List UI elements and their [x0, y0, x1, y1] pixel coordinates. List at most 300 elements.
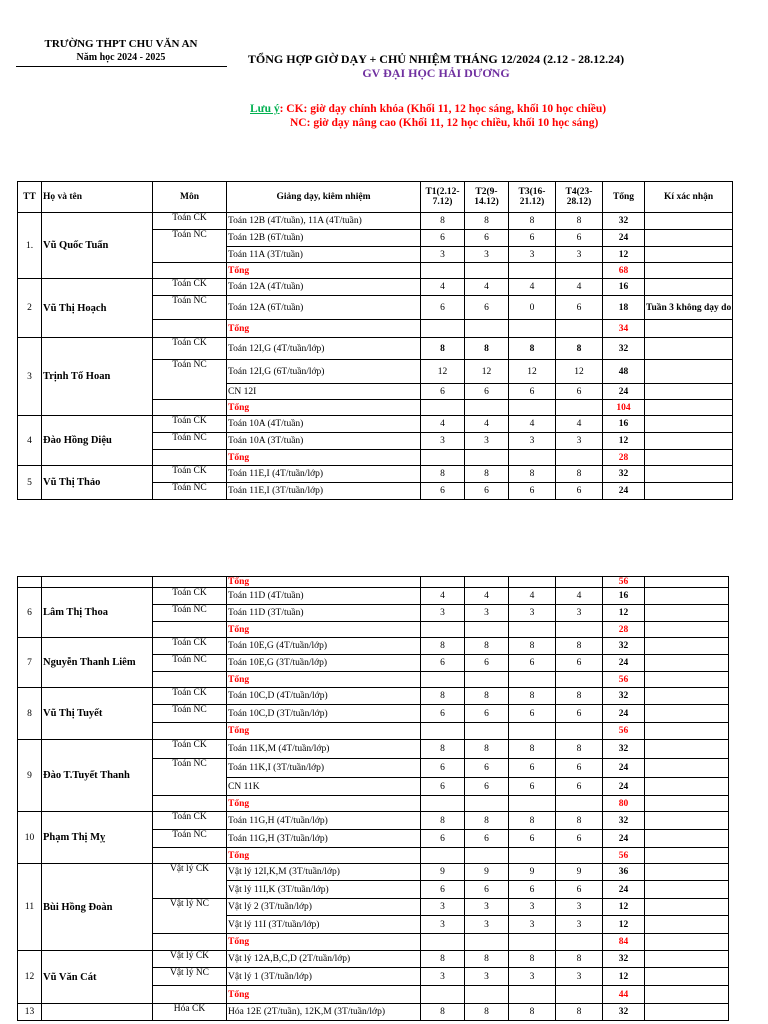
assignment-cell: Hóa 12E (2T/tuần), 12K,M (3T/tuần/lớp) [227, 1004, 421, 1021]
subject-cell: Toán CK [153, 213, 227, 230]
subject-cell-empty [153, 723, 227, 740]
week-value-empty [465, 986, 509, 1004]
row-total: 32 [603, 338, 645, 360]
row-total: 32 [603, 688, 645, 705]
col-header: TT [18, 182, 42, 213]
teacher-total: 84 [603, 934, 645, 951]
week-value: 6 [509, 778, 556, 796]
row-total: 24 [603, 830, 645, 848]
week-value: 4 [556, 588, 603, 605]
row-total: 24 [603, 759, 645, 778]
row-total: 32 [603, 951, 645, 968]
week-value: 6 [421, 296, 465, 320]
week-value: 8 [421, 638, 465, 655]
row-total: 32 [603, 1004, 645, 1021]
week-value: 6 [509, 705, 556, 723]
table-row [18, 864, 729, 881]
row-total: 32 [603, 740, 645, 759]
teacher-name: Bùi Hồng Đoàn [42, 864, 153, 951]
subject-cell: Toán NC [153, 483, 227, 500]
table-row [18, 638, 729, 655]
teacher-total: 56 [603, 577, 645, 588]
week-value-empty [421, 986, 465, 1004]
total-label: Tổng [227, 622, 421, 638]
signature-cell [645, 830, 729, 848]
row-total: 32 [603, 812, 645, 830]
subject-cell: Toán NC [153, 830, 227, 848]
subject-cell: Toán CK [153, 688, 227, 705]
subject-cell-empty [153, 986, 227, 1004]
week-value: 12 [421, 360, 465, 384]
assignment-cell: Vật lý 11I,K (3T/tuần/lớp) [227, 881, 421, 899]
row-index: 13 [18, 1004, 42, 1021]
assignment-cell: Toán 12I,G (6T/tuần/lớp) [227, 360, 421, 384]
week-value: 9 [509, 864, 556, 881]
subject-cell-empty [153, 796, 227, 812]
row-total: 12 [603, 899, 645, 916]
subject-cell-empty [153, 848, 227, 864]
week-value: 3 [556, 605, 603, 622]
week-value: 6 [421, 384, 465, 400]
week-value-empty [556, 796, 603, 812]
week-value: 6 [509, 881, 556, 899]
table-row [18, 688, 729, 705]
subject-cell: Vật lý CK [153, 951, 227, 968]
row-index-cont [18, 577, 42, 588]
week-value: 6 [465, 384, 509, 400]
subject-cell-empty [153, 263, 227, 279]
assignment-cell: Vật lý 11I (3T/tuần/lớp) [227, 916, 421, 934]
signature-cell [645, 723, 729, 740]
signature-cell [645, 740, 729, 759]
week-value-empty [556, 450, 603, 466]
week-value-empty [509, 622, 556, 638]
week-value-empty [465, 934, 509, 951]
week-value: 8 [509, 951, 556, 968]
week-value: 8 [465, 1004, 509, 1021]
assignment-cell: CN 11K [227, 778, 421, 796]
week-value: 4 [421, 416, 465, 433]
assignment-cell: Toán 12I,G (4T/tuần/lớp) [227, 338, 421, 360]
note-line-2: NC: giờ dạy nâng cao (Khối 11, 12 học chiều, khối 10 học sáng) [290, 117, 599, 129]
week-value: 8 [509, 338, 556, 360]
week-value: 8 [421, 466, 465, 483]
week-value-empty [509, 263, 556, 279]
subject-cell-empty [153, 672, 227, 688]
week-value: 3 [465, 605, 509, 622]
week-value: 3 [421, 899, 465, 916]
week-value: 6 [421, 705, 465, 723]
teacher-name: Nguyễn Thanh Liêm [42, 638, 153, 688]
week-value-empty [509, 450, 556, 466]
signature-cell [645, 450, 733, 466]
week-value-empty [465, 796, 509, 812]
assignment-cell: Toán 12A (6T/tuần) [227, 296, 421, 320]
total-label: Tổng [227, 263, 421, 279]
row-index: 8 [18, 688, 42, 740]
assignment-cell: Toán 11A (3T/tuần) [227, 247, 421, 263]
week-value-empty [421, 796, 465, 812]
signature-cell [645, 934, 729, 951]
subject-cell: Toán NC [153, 230, 227, 263]
total-label: Tổng [227, 848, 421, 864]
table-row [18, 740, 729, 759]
week-value-empty [421, 672, 465, 688]
week-value: 6 [509, 483, 556, 500]
table-row [18, 213, 733, 230]
week-value: 4 [465, 416, 509, 433]
week-value: 9 [556, 864, 603, 881]
week-value: 0 [509, 296, 556, 320]
week-value: 6 [465, 759, 509, 778]
row-index: 1. [18, 213, 42, 279]
week-value: 3 [556, 968, 603, 986]
teacher-total: 56 [603, 848, 645, 864]
signature-cell [645, 638, 729, 655]
subject-cell: Toán NC [153, 296, 227, 320]
week-value-empty [421, 934, 465, 951]
col-header: Tổng [603, 182, 645, 213]
week-value: 8 [509, 740, 556, 759]
subject-cell-empty [153, 577, 227, 588]
total-label: Tổng [227, 934, 421, 951]
signature-cell: Tuần 3 không dạy do [645, 296, 733, 320]
assignment-cell: Vật lý 2 (3T/tuần/lớp) [227, 899, 421, 916]
col-header: Môn [153, 182, 227, 213]
week-value: 6 [556, 655, 603, 672]
row-total: 12 [603, 916, 645, 934]
table-header-row [18, 182, 733, 213]
note-label: Lưu ý [250, 103, 280, 115]
assignment-cell: Toán 10E,G (3T/tuần/lớp) [227, 655, 421, 672]
subject-cell: Toán NC [153, 433, 227, 450]
assignment-cell: Vật lý 12I,K,M (3T/tuần/lớp) [227, 864, 421, 881]
row-total: 32 [603, 213, 645, 230]
schedule-table-part-1 [17, 181, 733, 500]
row-index: 2 [18, 279, 42, 338]
week-value: 12 [465, 360, 509, 384]
week-value: 3 [465, 433, 509, 450]
week-value: 3 [509, 433, 556, 450]
signature-cell [645, 466, 733, 483]
assignment-cell: Toán 10E,G (4T/tuần/lớp) [227, 638, 421, 655]
teacher-name: Đào Hồng Diệu [42, 416, 153, 466]
week-value: 12 [509, 360, 556, 384]
week-value: 8 [421, 740, 465, 759]
signature-cell [645, 605, 729, 622]
signature-cell [645, 213, 733, 230]
row-total: 24 [603, 778, 645, 796]
subject-cell: Toán NC [153, 360, 227, 400]
week-value: 3 [556, 916, 603, 934]
subject-cell-empty [153, 934, 227, 951]
signature-cell [645, 384, 733, 400]
signature-cell [645, 986, 729, 1004]
week-value-empty [556, 400, 603, 416]
row-total: 16 [603, 279, 645, 296]
table-row [18, 416, 733, 433]
subject-cell: Toán NC [153, 605, 227, 622]
week-value: 3 [556, 899, 603, 916]
week-value: 6 [465, 296, 509, 320]
week-value: 6 [556, 759, 603, 778]
total-label: Tổng [227, 986, 421, 1004]
week-value: 3 [509, 916, 556, 934]
subject-cell-empty [153, 320, 227, 338]
assignment-cell: Toán 10A (3T/tuần) [227, 433, 421, 450]
signature-cell [645, 320, 733, 338]
assignment-cell: Toán 12B (4T/tuần), 11A (4T/tuần) [227, 213, 421, 230]
note-line-1 [250, 103, 606, 115]
teacher-name: Vũ Quốc Tuấn [42, 213, 153, 279]
signature-cell [645, 759, 729, 778]
week-value: 8 [465, 638, 509, 655]
assignment-cell: Toán 12A (4T/tuần) [227, 279, 421, 296]
week-value: 8 [509, 638, 556, 655]
signature-cell [645, 416, 733, 433]
subject-cell: Hóa CK [153, 1004, 227, 1021]
total-label: Tổng [227, 796, 421, 812]
subject-cell: Toán CK [153, 279, 227, 296]
subject-cell: Vật lý CK [153, 864, 227, 899]
total-label: Tổng [227, 672, 421, 688]
subject-cell: Toán CK [153, 416, 227, 433]
subject-cell: Toán NC [153, 655, 227, 672]
signature-cell [645, 899, 729, 916]
teacher-name-cont [42, 577, 153, 588]
assignment-cell: Toán 11G,H (4T/tuần/lớp) [227, 812, 421, 830]
week-value: 6 [421, 655, 465, 672]
col-header: T3(16-21.12) [509, 182, 556, 213]
week-value-empty [421, 450, 465, 466]
week-value-empty [421, 723, 465, 740]
subject-cell: Toán CK [153, 338, 227, 360]
week-value: 8 [465, 812, 509, 830]
teacher-total: 104 [603, 400, 645, 416]
signature-cell [645, 338, 733, 360]
week-value: 4 [509, 279, 556, 296]
assignment-cell: CN 12I [227, 384, 421, 400]
schedule-table-part-2 [17, 576, 729, 1021]
signature-cell [645, 848, 729, 864]
week-value-empty [509, 723, 556, 740]
page-subtitle: GV ĐẠI HỌC HẢI DƯƠNG [362, 66, 510, 80]
week-value-empty [465, 320, 509, 338]
row-index: 3 [18, 338, 42, 416]
week-value: 8 [509, 688, 556, 705]
week-value-empty [509, 320, 556, 338]
row-total: 32 [603, 638, 645, 655]
teacher-total: 68 [603, 263, 645, 279]
signature-cell [645, 968, 729, 986]
week-value: 8 [421, 951, 465, 968]
week-value: 8 [421, 1004, 465, 1021]
week-value: 6 [556, 296, 603, 320]
week-value: 3 [509, 605, 556, 622]
header-divider [16, 66, 227, 67]
week-value: 3 [509, 968, 556, 986]
subject-cell: Vật lý NC [153, 968, 227, 986]
week-value-empty [556, 934, 603, 951]
week-value-empty [556, 320, 603, 338]
week-value-empty [509, 934, 556, 951]
week-value: 6 [465, 483, 509, 500]
week-value-empty [556, 848, 603, 864]
teacher-name: Lâm Thị Thoa [42, 588, 153, 638]
week-value: 6 [509, 230, 556, 247]
week-value: 8 [421, 688, 465, 705]
teacher-name: Đào T.Tuyết Thanh [42, 740, 153, 812]
total-row [18, 577, 729, 588]
subject-cell: Toán CK [153, 812, 227, 830]
teacher-name: Vũ Thị Hoạch [42, 279, 153, 338]
week-value: 8 [465, 951, 509, 968]
assignment-cell: Toán 11G,H (3T/tuần/lớp) [227, 830, 421, 848]
week-value: 6 [509, 384, 556, 400]
week-value: 8 [556, 951, 603, 968]
week-value-empty [509, 848, 556, 864]
table-row [18, 466, 733, 483]
subject-cell: Toán CK [153, 588, 227, 605]
teacher-total: 34 [603, 320, 645, 338]
week-value: 6 [421, 483, 465, 500]
week-value: 6 [556, 830, 603, 848]
assignment-cell: Toán 11E,I (4T/tuần/lớp) [227, 466, 421, 483]
week-value: 6 [509, 830, 556, 848]
week-value-empty [421, 577, 465, 588]
row-total: 24 [603, 230, 645, 247]
week-value: 8 [556, 213, 603, 230]
subject-cell: Toán NC [153, 705, 227, 723]
week-value-empty [465, 672, 509, 688]
week-value: 6 [556, 483, 603, 500]
row-total: 16 [603, 588, 645, 605]
week-value: 8 [509, 1004, 556, 1021]
row-index: 5 [18, 466, 42, 500]
week-value: 4 [421, 588, 465, 605]
assignment-cell: Toán 11D (4T/tuần) [227, 588, 421, 605]
week-value: 8 [509, 466, 556, 483]
week-value-empty [556, 986, 603, 1004]
signature-cell [645, 247, 733, 263]
week-value-empty [421, 263, 465, 279]
teacher-total: 28 [603, 450, 645, 466]
week-value-empty [421, 320, 465, 338]
week-value: 6 [556, 778, 603, 796]
row-total: 16 [603, 416, 645, 433]
table-row [18, 951, 729, 968]
signature-cell [645, 655, 729, 672]
week-value-empty [556, 577, 603, 588]
signature-cell [645, 672, 729, 688]
teacher-total: 56 [603, 672, 645, 688]
signature-cell [645, 688, 729, 705]
teacher-name: Vũ Thị Tuyết [42, 688, 153, 740]
week-value: 3 [421, 605, 465, 622]
week-value-empty [421, 848, 465, 864]
table-row [18, 588, 729, 605]
signature-cell [645, 588, 729, 605]
signature-cell [645, 433, 733, 450]
signature-cell [645, 1004, 729, 1021]
week-value: 3 [465, 247, 509, 263]
week-value: 6 [421, 830, 465, 848]
week-value-empty [509, 796, 556, 812]
week-value: 6 [465, 881, 509, 899]
signature-cell [645, 881, 729, 899]
row-total: 12 [603, 605, 645, 622]
signature-cell [645, 360, 733, 384]
week-value: 3 [421, 247, 465, 263]
week-value-empty [421, 622, 465, 638]
week-value-empty [509, 986, 556, 1004]
signature-cell [645, 577, 729, 588]
week-value-empty [465, 400, 509, 416]
week-value: 4 [465, 279, 509, 296]
week-value: 6 [421, 759, 465, 778]
row-total: 32 [603, 466, 645, 483]
signature-cell [645, 483, 733, 500]
col-header: Họ và tên [42, 182, 153, 213]
week-value: 6 [556, 881, 603, 899]
teacher-total: 80 [603, 796, 645, 812]
total-label: Tổng [227, 320, 421, 338]
teacher-total: 56 [603, 723, 645, 740]
row-total: 36 [603, 864, 645, 881]
table-row [18, 338, 733, 360]
week-value: 9 [465, 864, 509, 881]
week-value: 3 [509, 247, 556, 263]
page-title: TỔNG HỢP GIỜ DẠY + CHỦ NHIỆM THÁNG 12/2024 (2.12 - 28.12.24) [247, 52, 625, 66]
week-value: 6 [556, 384, 603, 400]
signature-cell [645, 951, 729, 968]
subject-cell: Toán CK [153, 638, 227, 655]
assignment-cell: Toán 10A (4T/tuần) [227, 416, 421, 433]
subject-cell-empty [153, 622, 227, 638]
week-value: 4 [509, 416, 556, 433]
teacher-name: Vũ Thị Thảo [42, 466, 153, 500]
week-value-empty [421, 400, 465, 416]
signature-cell [645, 796, 729, 812]
row-index: 6 [18, 588, 42, 638]
week-value: 8 [556, 1004, 603, 1021]
total-label: Tổng [227, 450, 421, 466]
subject-cell: Toán CK [153, 740, 227, 759]
signature-cell [645, 400, 733, 416]
week-value: 3 [465, 916, 509, 934]
row-total: 18 [603, 296, 645, 320]
week-value: 3 [421, 433, 465, 450]
assignment-cell: Vật lý 1 (3T/tuần/lớp) [227, 968, 421, 986]
row-total: 12 [603, 247, 645, 263]
signature-cell [645, 622, 729, 638]
week-value: 6 [556, 230, 603, 247]
signature-cell [645, 705, 729, 723]
col-header: T4(23-28.12) [556, 182, 603, 213]
week-value: 8 [421, 338, 465, 360]
week-value: 6 [421, 778, 465, 796]
week-value-empty [509, 672, 556, 688]
row-total: 24 [603, 881, 645, 899]
table-row [18, 812, 729, 830]
assignment-cell: Toán 11K,I (3T/tuần/lớp) [227, 759, 421, 778]
week-value-empty [465, 723, 509, 740]
week-value: 4 [556, 279, 603, 296]
week-value: 8 [556, 812, 603, 830]
signature-cell [645, 864, 729, 881]
col-header: Giảng dạy, kiêm nhiệm [227, 182, 421, 213]
row-index: 4 [18, 416, 42, 466]
